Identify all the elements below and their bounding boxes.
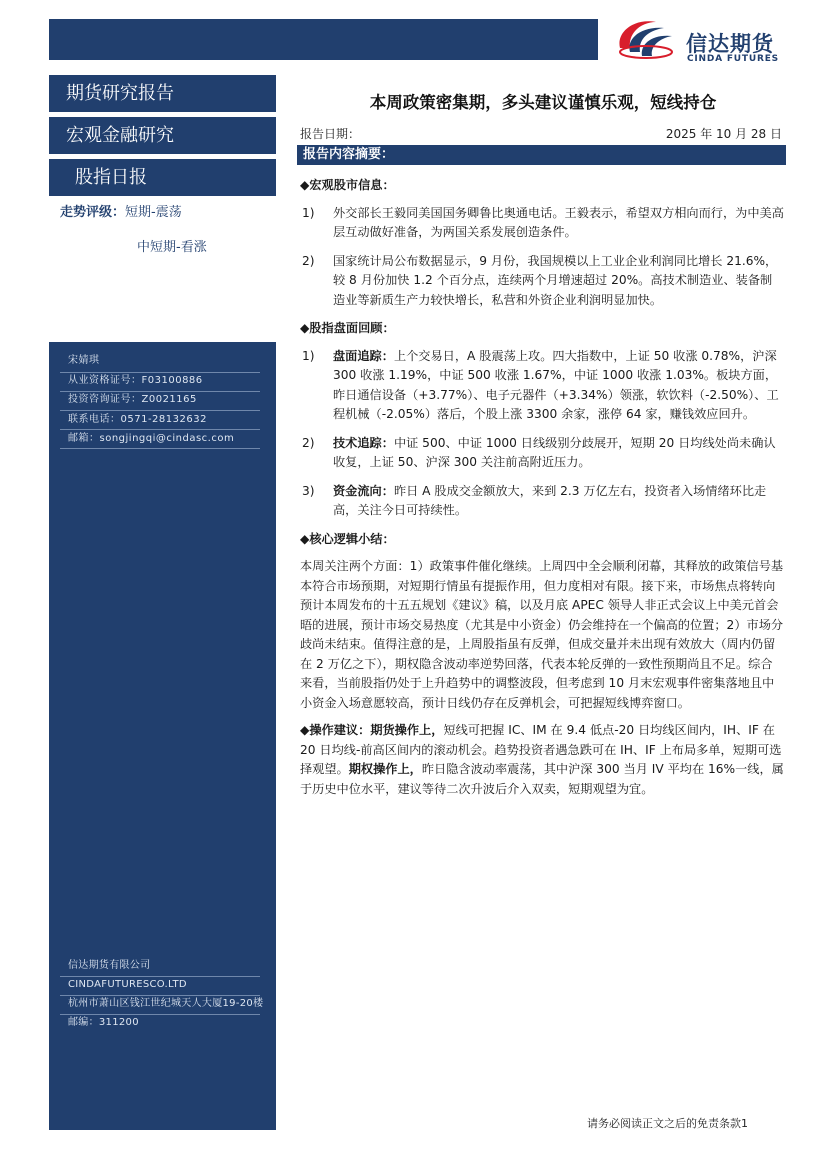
cinda-logo-icon [612,14,674,62]
logo-en-text: CINDA FUTURES [687,54,779,64]
rating-label: 走势评级： [60,205,126,220]
item-label: 技术追踪： [333,435,394,450]
divider [60,372,260,373]
logic-paragraph: 本周关注两个方面：1）政策事件催化继续。上周四中全会顺利闭幕，其释放的政策信号基本符合市场预期，对短期行情虽有提振作用，但力度相对有限。接下来，市场焦点将转向预计本周发布的十五五规划《建议》稿，以及月底 APEC 领导人非正式会议上中美元首会晤的进展，预计市场交易热度（尤其是中小资金）仍会维持在一个偏高的位置；2）市场分歧尚未结束。值得注意的是，上周股指虽有反弹，但成交量并未出现有效放大（周内仍留在 2 万亿之下），期权隐含波动率逆势回落，代表本轮反弹的一致性预期尚且不足。综合来看，当前股指仍处于上升趋势中的调整波段，但考虑到 10 月末宏观事件密集落地且中小资金入场意愿较高，预计日线仍存在反弹机会，可把握短线博弈窗口。 [300,559,784,710]
item-number: 2) [302,435,315,450]
sidebar-report-name: 股指日报 [49,159,276,196]
divider [60,1014,260,1015]
item-label: 资金流向： [333,483,394,498]
operation-paragraph [300,721,784,799]
item-number: 1) [302,348,315,363]
list-item [300,252,784,311]
trend-rating [60,201,182,220]
divider [60,976,260,977]
sidebar-research-area: 宏观金融研究 [49,117,276,154]
item-text: 上个交易日，A 股震荡上攻。四大指数中，上证 50 收涨 0.78%，沪深 300 收涨 1.19%，中证 500 收涨 1.67%，中证 1000 收涨 1.03%。板块方面，昨日通信设备（+3.77%）、电子元器件（+3.34%）领涨，软饮料（-2.50%）、工程机械（-2.05%）落后，个股上涨 3300 余家，涨停 64 家，赚钱效应回升。 [333,348,779,421]
header-bar [49,19,598,60]
divider [60,448,260,449]
report-title: 本周政策密集期，多头建议谨慎乐观，短线持仓 [369,93,717,112]
company-logo [612,14,802,62]
report-date: 2025 年 10 月 28 日 [665,127,782,141]
item-number: 2) [302,253,315,268]
list-item [300,347,784,425]
rating-mid: 中短期-看涨 [137,240,207,255]
rating-short: 短期-震荡 [125,205,182,220]
report-content [300,176,784,807]
logic-heading: ◆核心逻辑小结： [300,531,395,546]
analyst-advisor-license: 投资咨询证号：Z0021165 [68,394,197,405]
analyst-license: 从业资格证号：F03100886 [68,374,203,386]
item-label: 盘面追踪： [333,348,394,363]
divider [60,410,260,411]
analyst-info [68,351,234,449]
item-text: 外交部长王毅同美国国务卿鲁比奥通电话。王毅表示，希望双方相向而行，为中美高层互动做好准备，为两国关系发展创造条件。 [333,205,784,239]
sidebar-report-type: 期货研究报告 [49,75,276,112]
disclaimer-note: 请务必阅读正文之后的免责条款1 [587,1117,748,1130]
summary-heading: 报告内容摘要： [297,145,786,165]
item-text: 国家统计局公布数据显示，9 月份，我国规模以上工业企业利润同比增长 21.6%，较 8 月份加快 1.2 个百分点，连续两个月增速超过 20%。高技术制造业、装备制造业等新质生产力较快增长，私营和外资企业利润明显加快。 [333,253,778,307]
item-text: 中证 500、中证 1000 日线级别分歧展开，短期 20 日均线处尚未确认收复，上证 50、沪深 300 关注前高附近压力。 [333,435,776,469]
sidebar [49,75,276,201]
list-item [300,434,784,473]
futures-label: 期货操作上， [370,723,444,737]
list-item [300,204,784,243]
review-heading: ◆股指盘面回顾： [300,321,395,335]
company-info [68,956,263,1032]
options-text: 昨日隐含波动率震荡，其中沪深 300 当月 IV 平均在 16%一线，属于历史中位水平，建议等待二次升波后介入双卖，短期观望为宜。 [300,762,784,796]
item-number: 3) [302,483,315,498]
logo-cn-text: 信达期货 [686,32,774,56]
analyst-phone: 联系电话：0571-28132632 [68,413,207,425]
date-label: 报告日期： [300,127,361,141]
list-item [300,482,784,521]
analyst-name: 宋婧琪 [68,355,100,366]
company-postcode: 邮编：311200 [68,1017,139,1028]
divider [60,391,260,392]
futures-text: 短线可把握 IC、IM 在 9.4 低点-20 日均线区间内，IH、IF 在 20 日均线-前高区间内的滚动机会。趋势投资者遇急跌可在 IH、IF 上布局多单，短期可选择观望。 [300,723,782,776]
item-text: 昨日 A 股成交金额放大，来到 2.3 万亿左右，投资者入场情绪环比走高，关注今日可持续性。 [333,483,767,517]
divider [60,429,260,430]
operation-label: ◆操作建议： [300,723,371,737]
divider [60,995,260,996]
item-number: 1) [302,205,315,220]
report-date-line [300,125,786,142]
company-name: 信达期货有限公司 [68,960,151,971]
company-address: 杭州市萧山区钱江世纪城天人大厦19-20楼 [68,998,264,1009]
options-label: 期权操作上， [348,762,422,776]
macro-heading: ◆宏观股市信息： [300,178,395,192]
company-site: CINDAFUTURESCO.LTD [68,979,187,990]
analyst-email[interactable]: 邮箱：songjingqi@cindasc.com [68,433,235,444]
